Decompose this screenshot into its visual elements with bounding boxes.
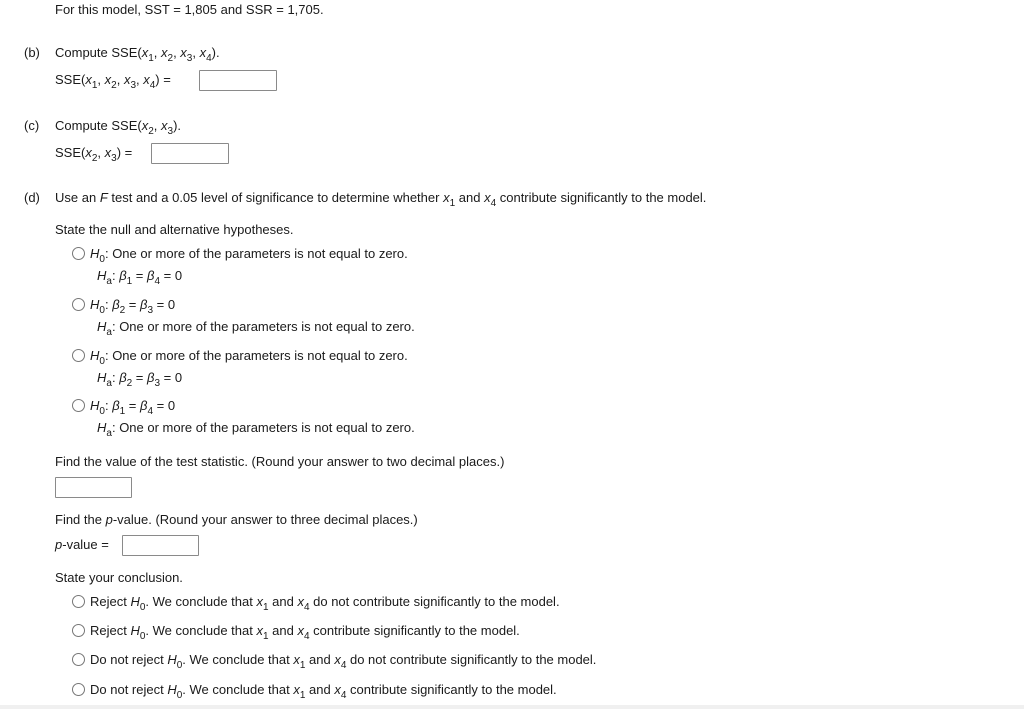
p-value-label: p-value = [55,537,109,552]
conclusion-option-1-radio[interactable] [72,595,85,608]
intro-text: For this model, SST = 1,805 and SSR = 1,705. [55,2,324,17]
conclusion-option-1-text: Reject $H_0$. We conclude that $x_1$ and $x_4$ do not contribute significantly to the model. [90,594,560,613]
sse-full-input[interactable] [199,70,277,91]
part-d-intro: Use an F test and a 0.05 level of significance to determine whether $x_1$ and $x_4$ contribute significantly to the model. [55,190,707,209]
hypothesis-option-3-radio[interactable] [72,349,85,362]
sse-reduced-input[interactable] [151,143,229,164]
part-c-prompt: Compute $SSE(x_2$, $x_3$). [55,118,182,137]
p-value-input[interactable] [122,535,199,556]
hypotheses-prompt: State the null and alternative hypotheses. [55,222,294,237]
conclusion-option-2-text: Reject $H_0$. We conclude that $x_1$ and $x_4$ contribute significantly to the model. [90,623,520,642]
hypothesis-option-4-alt: $H_a$: One or more of the parameters is not equal to zero. [97,420,415,439]
conclusion-option-4-text: Do not reject $H_0$. We conclude that $x_1$ and $x_4$ contribute significantly to the model. [90,682,557,701]
conclusion-option-4-radio[interactable] [72,683,85,696]
hypothesis-option-4-null: $H_0$: $\beta_1 = \beta_4 = 0$ [90,398,176,417]
page-bottom-edge [0,705,1024,709]
hypothesis-option-3-alt: $H_a$: $\beta_2 = \beta_3 = 0$ [97,370,183,389]
hypothesis-option-3-null: $H_0$: One or more of the parameters is not equal to zero. [90,348,408,367]
hypothesis-option-1-alt: $H_a$: $\beta_1 = \beta_4 = 0$ [97,268,183,287]
part-b-prompt: Compute $SSE(x_1$, $x_2$, $x_3$, $x_4$). [55,45,220,64]
hypothesis-option-2-alt: $H_a$: One or more of the parameters is not equal to zero. [97,319,415,338]
hypothesis-option-4-radio[interactable] [72,399,85,412]
hypothesis-option-2-null: $H_0$: $\beta_2 = \beta_3 = 0$ [90,297,176,316]
hypothesis-option-1-null: $H_0$: One or more of the parameters is not equal to zero. [90,246,408,265]
conclusion-prompt: State your conclusion. [55,570,183,585]
part-c-answer-label: $SSE(x_2$, $x_3$) = [55,145,133,164]
hypothesis-option-1-radio[interactable] [72,247,85,260]
part-d-label: (d) [24,190,40,205]
hypothesis-option-2-radio[interactable] [72,298,85,311]
conclusion-option-3-radio[interactable] [72,653,85,666]
part-b-answer-label: $SSE(x_1$, $x_2$, $x_3$, $x_4$) = [55,72,171,91]
part-c-label: (c) [24,118,40,133]
test-statistic-input[interactable] [55,477,132,498]
test-statistic-prompt: Find the value of the test statistic. (Round your answer to two decimal places.) [55,454,505,469]
conclusion-option-2-radio[interactable] [72,624,85,637]
p-value-prompt: Find the p-value. (Round your answer to three decimal places.) [55,512,418,527]
part-b-label: (b) [24,45,40,60]
conclusion-option-3-text: Do not reject $H_0$. We conclude that $x_1$ and $x_4$ do not contribute significantly to the model. [90,652,597,671]
